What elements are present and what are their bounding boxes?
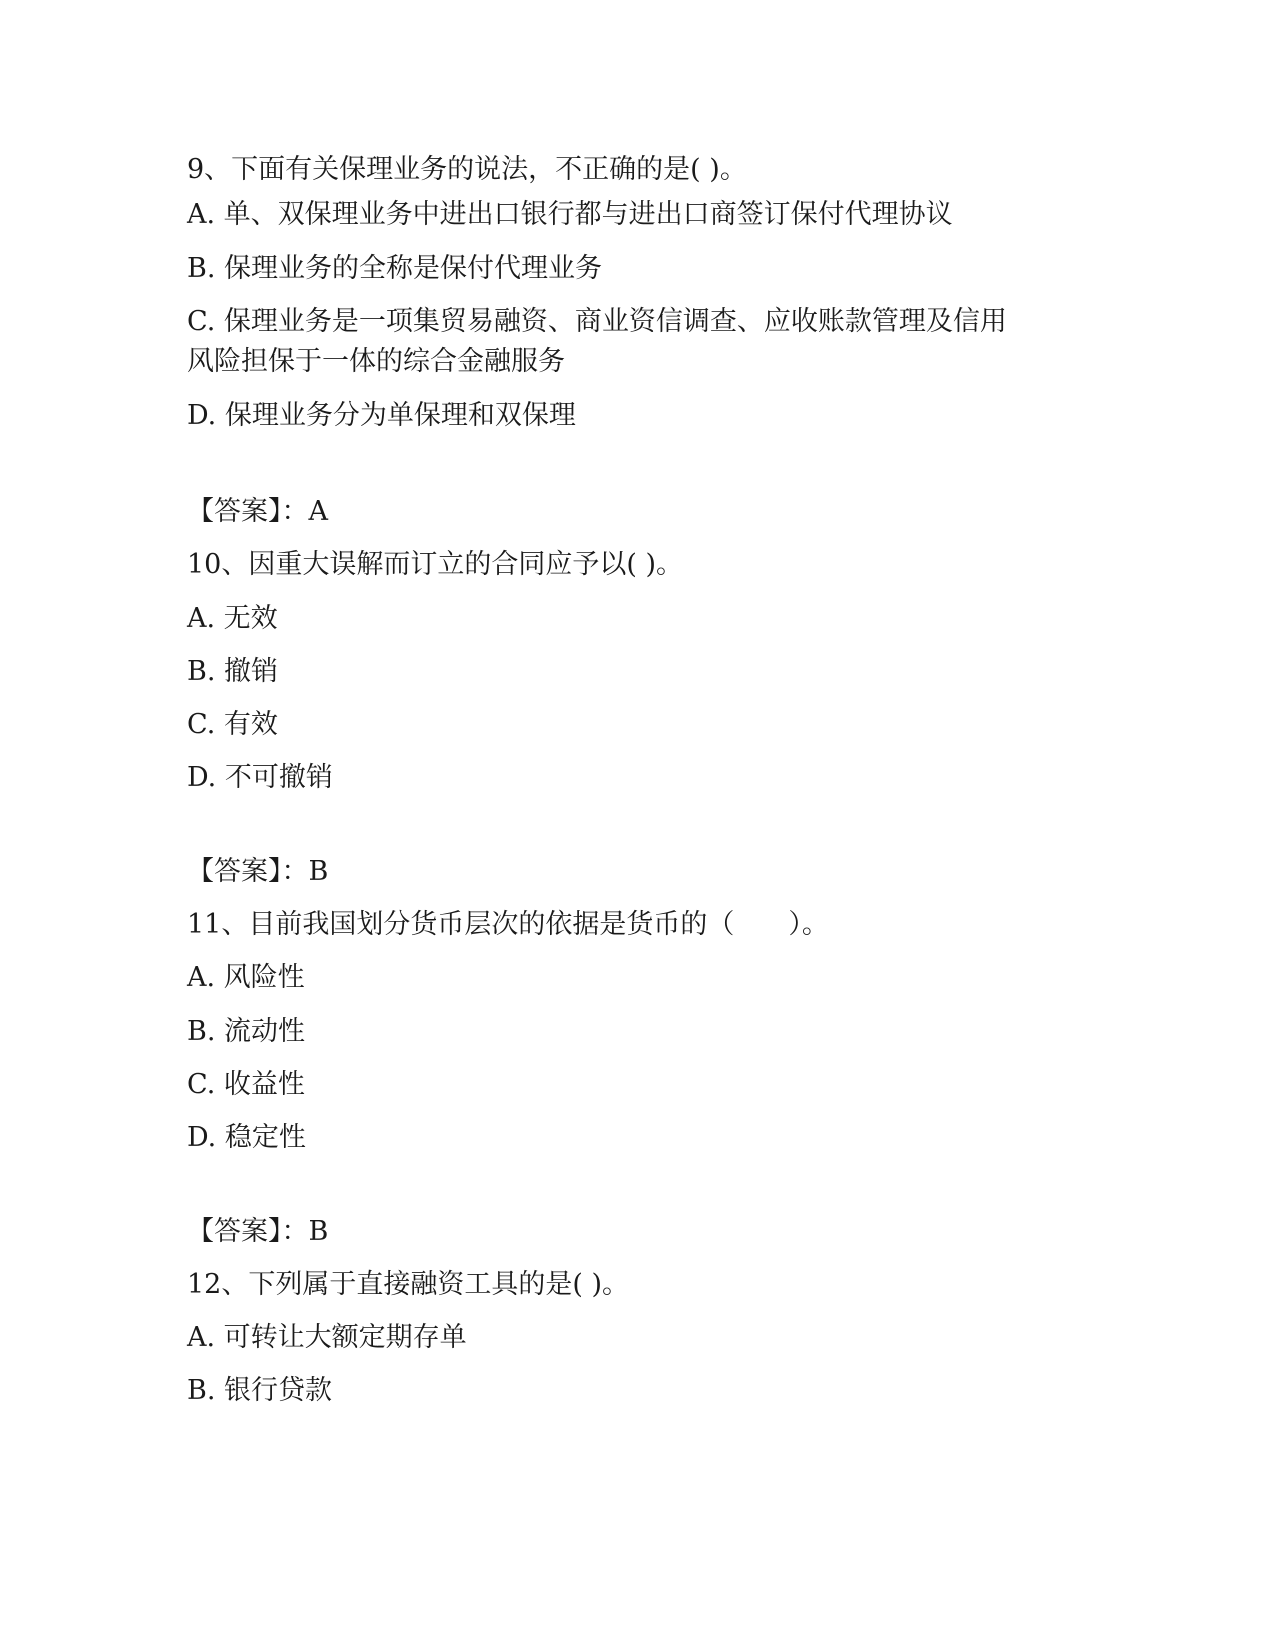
question-11-option-b: B. 流动性 bbox=[187, 1016, 306, 1047]
question-9-answer: 【答案】：A bbox=[187, 496, 328, 527]
question-10-option-a: A. 无效 bbox=[187, 603, 278, 634]
question-9-text: 9、下面有关保理业务的说法，不正确的是( )。 bbox=[187, 154, 747, 185]
question-11-option-d: D. 稳定性 bbox=[187, 1122, 306, 1153]
question-10-text: 10、因重大误解而订立的合同应予以( )。 bbox=[187, 549, 684, 580]
question-10-option-d: D. 不可撤销 bbox=[187, 762, 333, 793]
question-10-option-b: B. 撤销 bbox=[187, 656, 279, 687]
question-12-text: 12、下列属于直接融资工具的是( )。 bbox=[187, 1269, 630, 1300]
question-12-option-b: B. 银行贷款 bbox=[187, 1375, 333, 1406]
question-9-option-b: B. 保理业务的全称是保付代理业务 bbox=[187, 253, 603, 284]
question-9-option-c-continued: 风险担保于一体的综合金融服务 bbox=[187, 346, 565, 377]
question-11-answer: 【答案】：B bbox=[187, 1216, 329, 1247]
question-10-answer: 【答案】：B bbox=[187, 856, 329, 887]
question-11-option-a: A. 风险性 bbox=[187, 962, 305, 993]
question-11-text: 11、目前我国划分货币层次的依据是货币的（ ）。 bbox=[187, 909, 829, 940]
question-9-option-d: D. 保理业务分为单保理和双保理 bbox=[187, 400, 576, 431]
question-12-option-a: A. 可转让大额定期存单 bbox=[187, 1322, 467, 1353]
question-10-option-c: C. 有效 bbox=[187, 709, 278, 740]
question-9-option-c: C. 保理业务是一项集贸易融资、商业资信调查、应收账款管理及信用 bbox=[187, 306, 1007, 337]
question-11-option-c: C. 收益性 bbox=[187, 1069, 305, 1100]
question-9-option-a: A. 单、双保理业务中进出口银行都与进出口商签订保付代理协议 bbox=[187, 199, 953, 230]
